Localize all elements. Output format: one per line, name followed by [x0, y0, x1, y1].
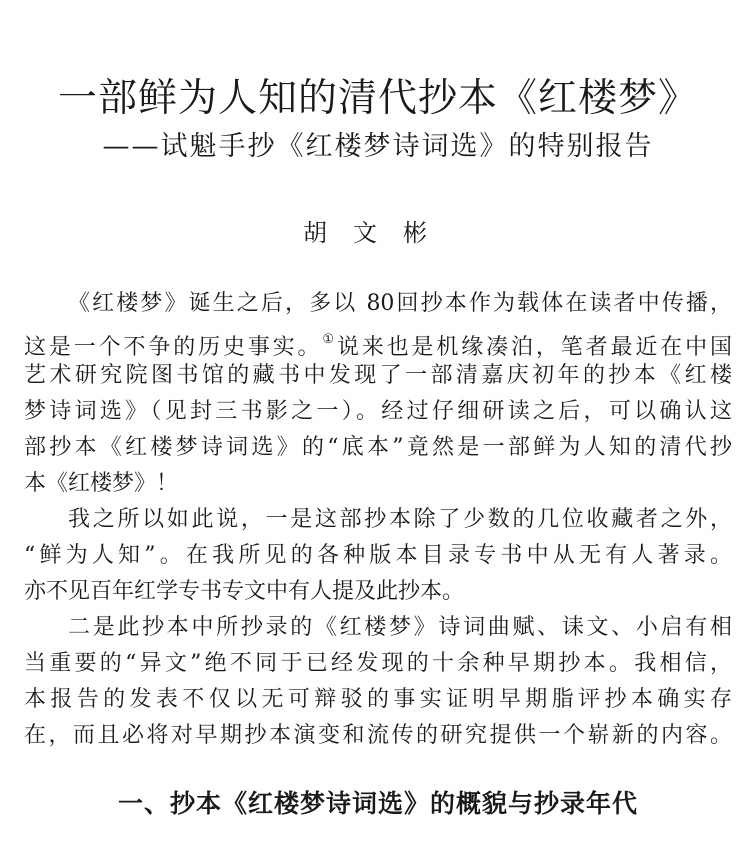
section-heading: 一、抄本《红楼梦诗词选》的概貌与抄录年代 — [117, 789, 638, 818]
paragraph-2 — [24, 502, 732, 610]
text-line: 二是此抄本中所抄录的《红楼梦》诗词曲赋、诔文、小启有相 — [68, 615, 732, 640]
paragraph-1 — [24, 286, 732, 502]
text-line: 当重要的“异文”绝不同于已经发现的十余种早期抄本。我相信， — [24, 651, 732, 676]
text-line: 我之所以如此说，一是这部抄本除了少数的几位收藏者之外， — [68, 507, 732, 532]
text-line: 部抄本《红楼梦诗词选》的“底本”竟然是一部鲜为人知的清代抄 — [24, 435, 732, 460]
text-line — [24, 322, 732, 358]
text-line: 梦诗词选》（见封三书影之一）。经过仔细研读之后，可以确认这 — [24, 399, 732, 424]
article-subtitle: ——试魁手抄《红楼梦诗词选》的特别报告 — [102, 131, 654, 162]
author-name: 胡文彬 — [303, 219, 453, 247]
article-body — [24, 286, 732, 754]
text-segment: 说来也是机缘凑泊，笔者最近在中国 — [336, 335, 732, 360]
text-line: 本报告的发表不仅以无可辩驳的事实证明早期脂评抄本确实存 — [24, 687, 732, 712]
article-title: 一部鲜为人知的清代抄本《红楼梦》 — [57, 76, 698, 121]
text-line: 本《红楼梦》！ — [24, 471, 179, 496]
text-line: “鲜为人知”。在我所见的各种版本目录专书中从无有人著录。 — [24, 543, 732, 568]
text-segment: 这是一个不争的历史事实。 — [24, 335, 323, 360]
text-line: 《红楼梦》诞生之后，多以 80回抄本作为载体在读者中传播， — [68, 291, 732, 316]
text-line: 在，而且必将对早期抄本演变和流传的研究提供一个崭新的内容。 — [24, 723, 732, 748]
text-line: 艺术研究院图书馆的藏书中发现了一部清嘉庆初年的抄本《红楼 — [24, 363, 732, 388]
text-line: 亦不见百年红学专书专文中有人提及此抄本。 — [24, 579, 465, 604]
footnote-marker[interactable]: ① — [322, 332, 337, 347]
paragraph-3 — [24, 610, 732, 754]
